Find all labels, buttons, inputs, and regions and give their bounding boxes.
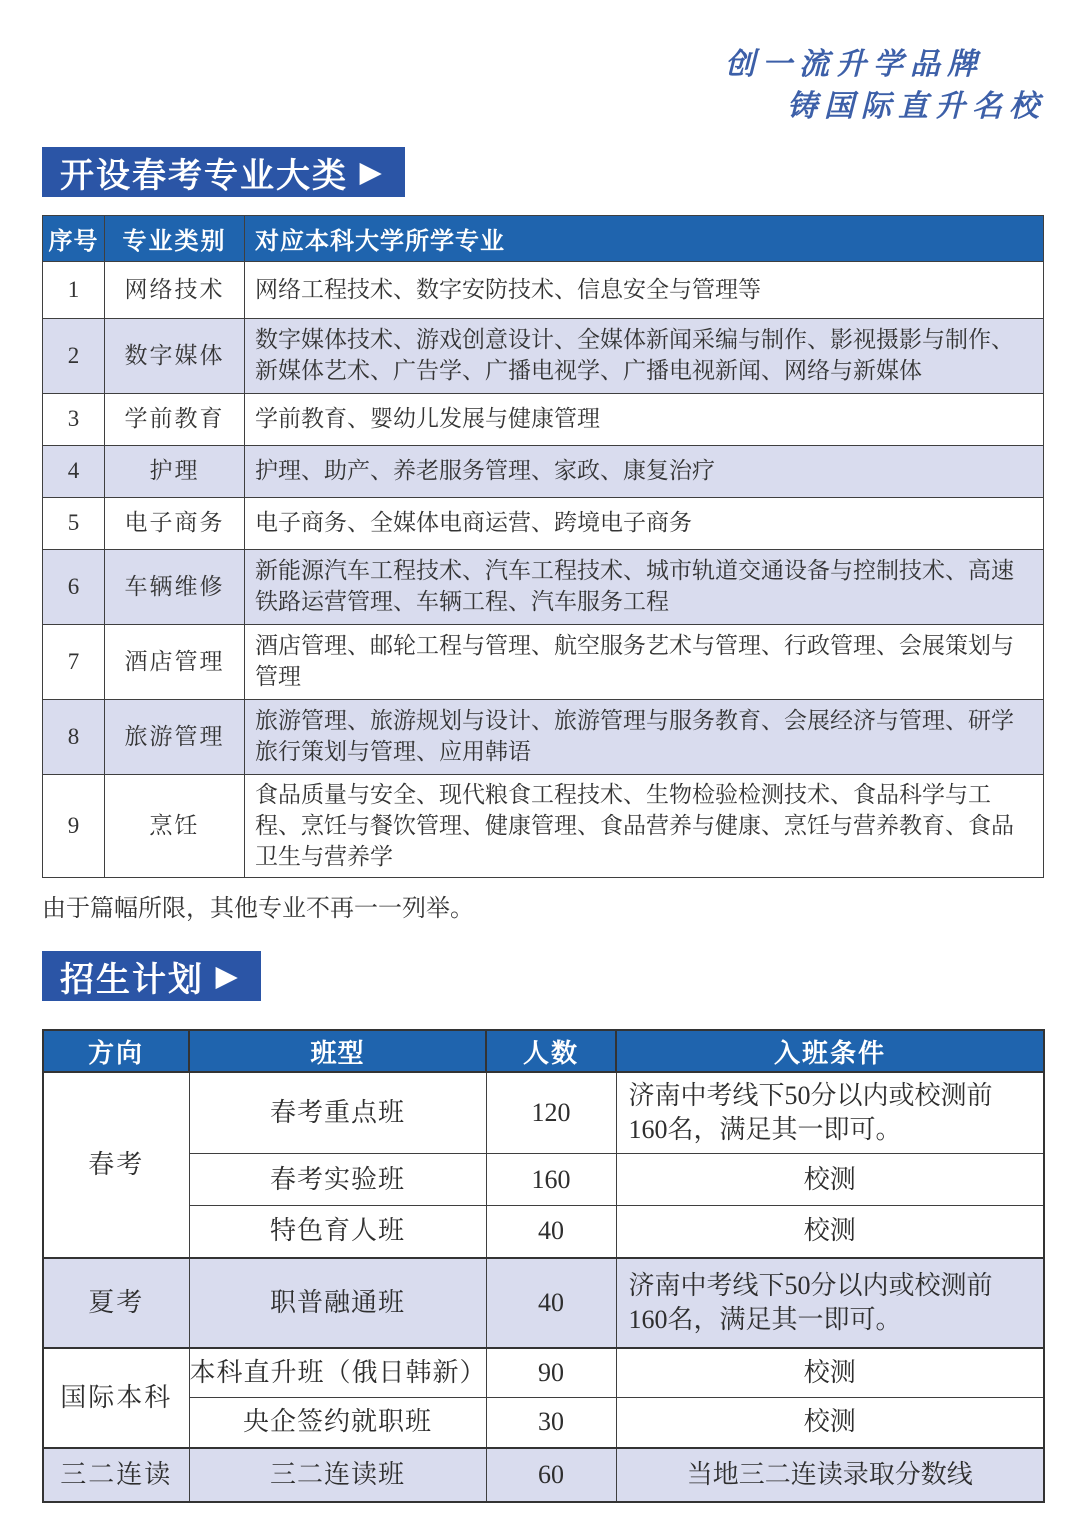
majors-row: [43, 625, 1044, 700]
plan-class-cell: 特色育人班: [189, 1206, 486, 1258]
plan-row: [43, 1072, 1044, 1153]
major-list-cell: 护理、助产、养老服务管理、家政、康复治疗: [245, 446, 1044, 498]
plan-condition-cell: 校测: [616, 1154, 1044, 1206]
majors-header-row: [43, 216, 1044, 262]
major-list-cell: 网络工程技术、数字安防技术、信息安全与管理等: [245, 262, 1044, 319]
plan-count-cell: 40: [486, 1258, 616, 1348]
major-no-cell: 8: [43, 700, 105, 775]
major-category-cell: 护理: [105, 446, 245, 498]
majors-row: [43, 446, 1044, 498]
majors-header-no: 序号: [43, 216, 105, 262]
major-list-cell: 旅游管理、旅游规划与设计、旅游管理与服务教育、会展经济与管理、研学旅行策划与管理、应用韩语: [245, 700, 1044, 775]
major-no-cell: 2: [43, 319, 105, 394]
major-no-cell: 4: [43, 446, 105, 498]
arrow-right-icon: ▶: [360, 156, 383, 187]
major-no-cell: 1: [43, 262, 105, 319]
major-category-cell: 数字媒体: [105, 319, 245, 394]
plan-count-cell: 60: [486, 1448, 616, 1502]
plan-header-class: 班型: [189, 1030, 486, 1072]
plan-class-cell: 春考实验班: [189, 1154, 486, 1206]
major-no-cell: 9: [43, 775, 105, 878]
plan-header-direction: 方向: [43, 1030, 189, 1072]
majors-row: [43, 262, 1044, 319]
enrollment-plan-table: [42, 1029, 1045, 1502]
footnote: 由于篇幅所限，其他专业不再一一列举。: [42, 896, 474, 923]
plan-direction-cell: 春考: [43, 1072, 189, 1257]
section-title-majors-label: 开设春考专业大类: [60, 156, 348, 195]
major-category-cell: 学前教育: [105, 394, 245, 446]
majors-header-category: 专业类别: [105, 216, 245, 262]
major-no-cell: 7: [43, 625, 105, 700]
plan-count-cell: 90: [486, 1348, 616, 1398]
major-no-cell: 5: [43, 498, 105, 550]
plan-condition-cell: 济南中考线下50分以内或校测前160名，满足其一即可。: [616, 1072, 1044, 1153]
section-title-enrollment-label: 招生计划: [60, 960, 204, 999]
plan-direction-cell: 夏考: [43, 1258, 189, 1348]
plan-header-row: [43, 1030, 1044, 1072]
plan-header-condition: 入班条件: [616, 1030, 1044, 1072]
majors-row: [43, 394, 1044, 446]
plan-row: [43, 1206, 1044, 1258]
page-content: [42, 147, 1043, 1503]
major-category-cell: 车辆维修: [105, 550, 245, 625]
plan-header-count: 人数: [486, 1030, 616, 1072]
major-category-cell: 酒店管理: [105, 625, 245, 700]
majors-row: [43, 550, 1044, 625]
plan-row: [43, 1258, 1044, 1348]
section-title-majors: [42, 147, 405, 197]
plan-direction-cell: 三二连读: [43, 1448, 189, 1502]
major-list-cell: 酒店管理、邮轮工程与管理、航空服务艺术与管理、行政管理、会展策划与管理: [245, 625, 1044, 700]
plan-class-cell: 职普融通班: [189, 1258, 486, 1348]
slogan-line-1: 创一流升学品牌: [725, 47, 984, 82]
plan-count-cell: 160: [486, 1154, 616, 1206]
majors-row: [43, 498, 1044, 550]
major-list-cell: 新能源汽车工程技术、汽车工程技术、城市轨道交通设备与控制技术、高速铁路运营管理、车辆工程、汽车服务工程: [245, 550, 1044, 625]
plan-class-cell: 央企签约就职班: [189, 1398, 486, 1448]
majors-table: [42, 215, 1044, 878]
plan-count-cell: 120: [486, 1072, 616, 1153]
plan-class-cell: 本科直升班（俄日韩新）: [189, 1348, 486, 1398]
major-list-cell: 数字媒体技术、游戏创意设计、全媒体新闻采编与制作、影视摄影与制作、新媒体艺术、广告学、广播电视学、广播电视新闻、网络与新媒体: [245, 319, 1044, 394]
section-title-enrollment: [42, 951, 261, 1001]
plan-class-cell: 三二连读班: [189, 1448, 486, 1502]
major-category-cell: 烹饪: [105, 775, 245, 878]
plan-condition-cell: 校测: [616, 1348, 1044, 1398]
major-no-cell: 3: [43, 394, 105, 446]
major-no-cell: 6: [43, 550, 105, 625]
major-category-cell: 旅游管理: [105, 700, 245, 775]
major-list-cell: 电子商务、全媒体电商运营、跨境电子商务: [245, 498, 1044, 550]
brand-slogan: [725, 44, 1046, 128]
plan-condition-cell: 校测: [616, 1398, 1044, 1448]
majors-row: [43, 319, 1044, 394]
slogan-line-2: 铸国际直升名校: [787, 89, 1046, 124]
majors-row: [43, 700, 1044, 775]
major-category-cell: 网络技术: [105, 262, 245, 319]
plan-row: [43, 1398, 1044, 1448]
major-list-cell: 学前教育、婴幼儿发展与健康管理: [245, 394, 1044, 446]
plan-count-cell: 30: [486, 1398, 616, 1448]
plan-condition-cell: 济南中考线下50分以内或校测前160名，满足其一即可。: [616, 1258, 1044, 1348]
plan-row: [43, 1348, 1044, 1398]
plan-row: [43, 1448, 1044, 1502]
plan-direction-cell: 国际本科: [43, 1348, 189, 1448]
majors-header-majors: 对应本科大学所学专业: [245, 216, 1044, 262]
plan-condition-cell: 当地三二连读录取分数线: [616, 1448, 1044, 1502]
arrow-right-icon: ▶: [216, 960, 239, 991]
major-category-cell: 电子商务: [105, 498, 245, 550]
plan-row: [43, 1154, 1044, 1206]
major-list-cell: 食品质量与安全、现代粮食工程技术、生物检验检测技术、食品科学与工程、烹饪与餐饮管理、健康管理、食品营养与健康、烹饪与营养教育、食品卫生与营养学: [245, 775, 1044, 878]
majors-row: [43, 775, 1044, 878]
plan-class-cell: 春考重点班: [189, 1072, 486, 1153]
plan-count-cell: 40: [486, 1206, 616, 1258]
plan-condition-cell: 校测: [616, 1206, 1044, 1258]
